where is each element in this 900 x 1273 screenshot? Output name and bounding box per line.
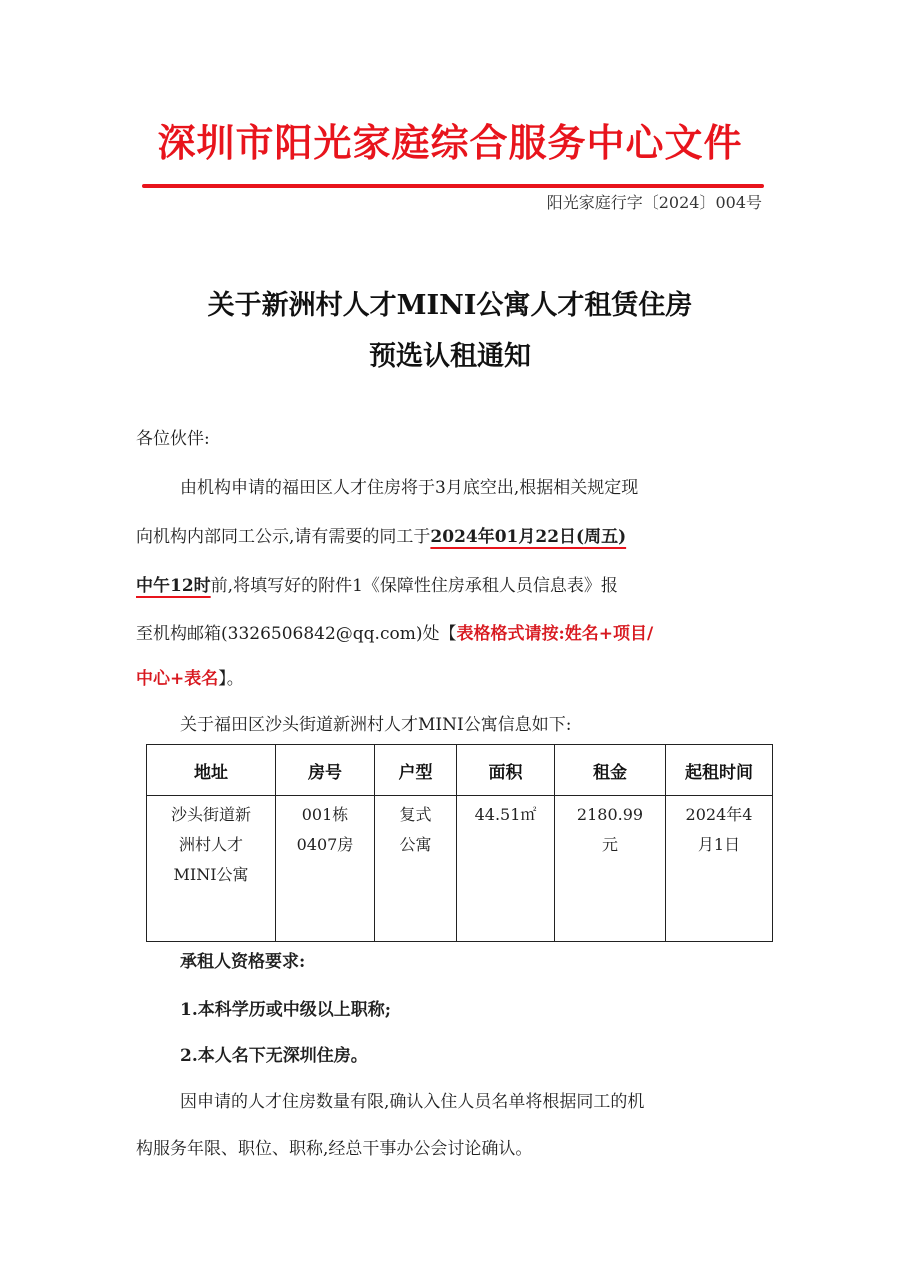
cell-address-line: 沙头街道新 bbox=[170, 805, 251, 824]
header-room: 房号 bbox=[276, 745, 375, 796]
requirement-1: 1.本科学历或中级以上职称; bbox=[180, 1000, 392, 1020]
cell-room bbox=[276, 796, 375, 942]
cell-rent bbox=[555, 796, 666, 942]
document-number: 阳光家庭行字〔2024〕004号 bbox=[546, 193, 762, 212]
notice-title-line-1: 关于新洲村人才MINI公寓人才租赁住房 bbox=[207, 290, 693, 321]
cell-type bbox=[375, 796, 457, 942]
cell-address bbox=[147, 796, 276, 942]
closing-line-1: 因申请的人才住房数量有限,确认入住人员名单将根据同工的机 bbox=[180, 1092, 645, 1112]
cell-area-value: 44.51㎡ bbox=[474, 805, 537, 824]
paragraph-1-line-1: 由机构申请的福田区人才住房将于3月底空出,根据相关规定现 bbox=[180, 478, 639, 498]
requirement-2: 2.本人名下无深圳住房。 bbox=[180, 1046, 368, 1066]
paragraph-1-line-4 bbox=[136, 622, 653, 646]
cell-room-line: 0407房 bbox=[296, 835, 354, 854]
cell-address-line: MINI公寓 bbox=[173, 865, 249, 884]
cell-start-line: 月1日 bbox=[697, 835, 741, 854]
cell-start-date bbox=[666, 796, 773, 942]
cell-rent-line: 2180.99 bbox=[576, 805, 644, 824]
table-row bbox=[147, 796, 773, 942]
cell-rent-line: 元 bbox=[601, 835, 618, 854]
requirements-title: 承租人资格要求: bbox=[180, 952, 306, 972]
cell-area bbox=[457, 796, 555, 942]
format-note-part-2: 中心+表名 bbox=[136, 669, 219, 689]
paragraph-1-line-3 bbox=[136, 574, 618, 598]
paragraph-1-line-2-text: 向机构内部同工公示,请有需要的同工于 bbox=[136, 527, 431, 547]
deadline-date: 2024年01月22日(周五) bbox=[430, 527, 627, 547]
table-header-row bbox=[147, 745, 773, 796]
red-divider-line bbox=[142, 184, 764, 188]
email-instruction: 至机构邮箱(3326506842@qq.com)处【 bbox=[136, 624, 457, 644]
header-area: 面积 bbox=[457, 745, 555, 796]
cell-start-line: 2024年4 bbox=[685, 805, 753, 824]
apartment-info-table bbox=[146, 744, 773, 942]
deadline-time: 中午12时 bbox=[136, 576, 211, 596]
format-note-part-1: 表格格式请按:姓名+项目/ bbox=[456, 624, 654, 644]
paragraph-1-line-2 bbox=[136, 525, 626, 549]
cell-address-line: 洲村人才 bbox=[178, 835, 243, 854]
header-rent: 租金 bbox=[555, 745, 666, 796]
salutation: 各位伙伴: bbox=[136, 429, 210, 449]
paragraph-1-line-5 bbox=[136, 667, 244, 691]
cell-type-line: 公寓 bbox=[399, 835, 432, 854]
header-address: 地址 bbox=[147, 745, 276, 796]
format-note-end: 】。 bbox=[218, 669, 244, 689]
table-intro: 关于福田区沙头街道新洲村人才MINI公寓信息如下: bbox=[180, 715, 572, 735]
header-type: 户型 bbox=[375, 745, 457, 796]
paragraph-1-line-3-text: 前,将填写好的附件1《保障性住房承租人员信息表》报 bbox=[210, 576, 618, 596]
org-header-title: 深圳市阳光家庭综合服务中心文件 bbox=[157, 121, 743, 165]
closing-line-2: 构服务年限、职位、职称,经总干事办公会讨论确认。 bbox=[136, 1139, 533, 1159]
notice-title-line-2: 预选认租通知 bbox=[369, 341, 531, 372]
header-start-date: 起租时间 bbox=[666, 745, 773, 796]
cell-type-line: 复式 bbox=[399, 805, 432, 824]
cell-room-line: 001栋 bbox=[301, 805, 349, 824]
